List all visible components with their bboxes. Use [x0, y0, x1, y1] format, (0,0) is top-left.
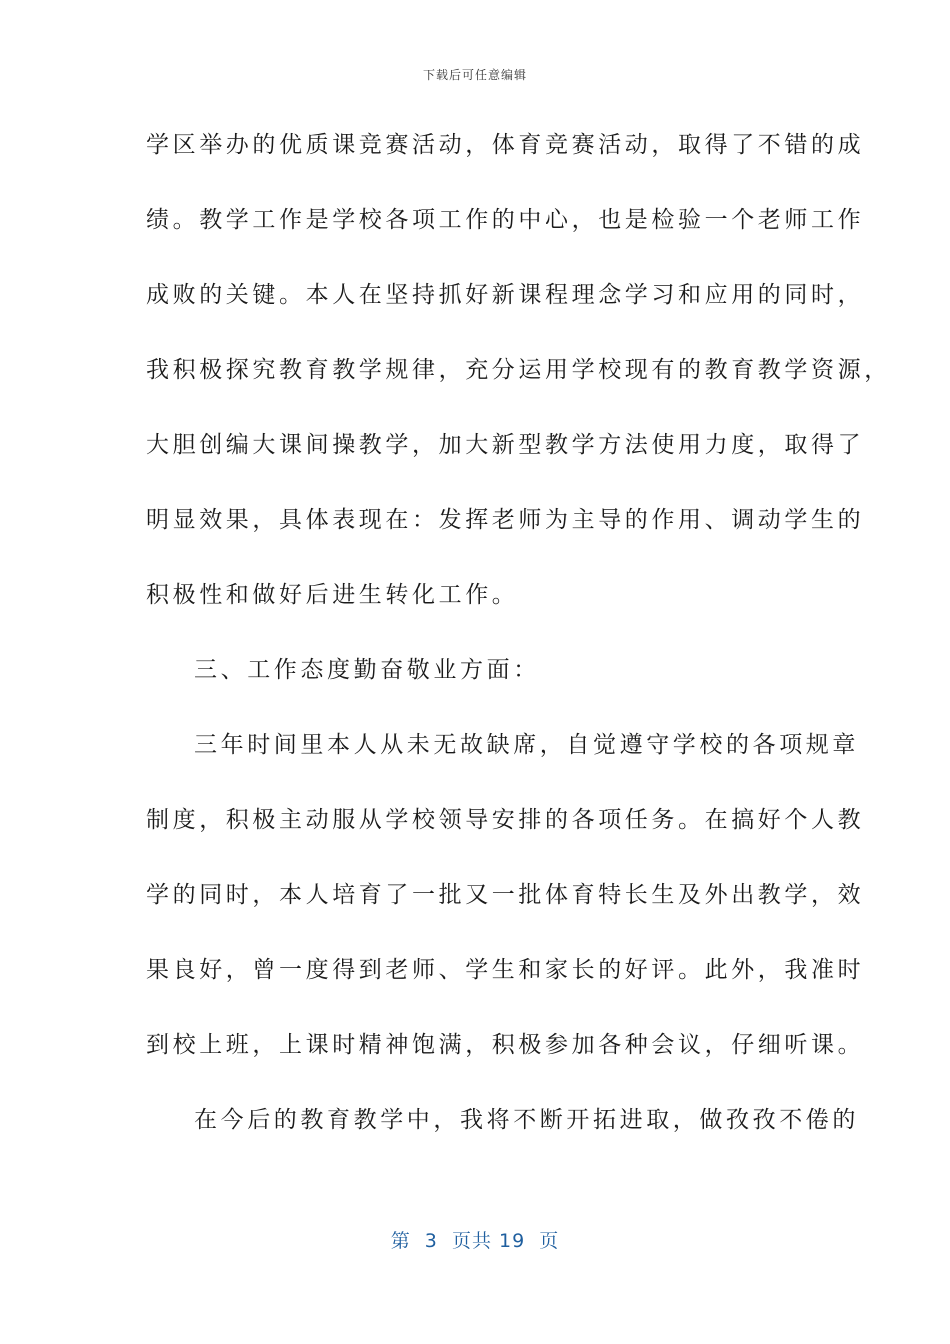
- text-line: 学的同时，本人培育了一批又一批体育特长生及外出教学，效: [146, 882, 865, 908]
- text-line: 在今后的教育教学中，我将不断开拓进取，做孜孜不倦的: [194, 1107, 859, 1133]
- section-heading: 三、工作态度勤奋敬业方面：: [194, 657, 540, 683]
- text-line: 我积极探究教育教学规律，充分运用学校现有的教育教学资源，: [146, 357, 891, 383]
- text-line: 绩。教学工作是学校各项工作的中心，也是检验一个老师工作: [146, 207, 865, 233]
- text-line: 明显效果，具体表现在：发挥老师为主导的作用、调动学生的: [146, 507, 865, 533]
- page-header: 下载后可任意编辑: [422, 68, 527, 82]
- text-line: 成败的关键。本人在坚持抓好新课程理念学习和应用的同时，: [146, 282, 865, 308]
- text-line: 制度，积极主动服从学校领导安排的各项任务。在搞好个人教: [146, 807, 865, 833]
- text-line: 大胆创编大课间操教学，加大新型教学方法使用力度，取得了: [146, 432, 865, 458]
- page-number-footer: 第 3 页共 19 页: [390, 1230, 560, 1252]
- text-line: 果良好，曾一度得到老师、学生和家长的好评。此外，我准时: [146, 957, 865, 983]
- text-line: 三年时间里本人从未无故缺席，自觉遵守学校的各项规章: [194, 732, 859, 758]
- text-line: 到校上班，上课时精神饱满，积极参加各种会议，仔细听课。: [146, 1032, 865, 1058]
- text-line: 积极性和做好后进生转化工作。: [146, 582, 519, 608]
- text-line: 学区举办的优质课竞赛活动，体育竞赛活动，取得了不错的成: [146, 132, 865, 158]
